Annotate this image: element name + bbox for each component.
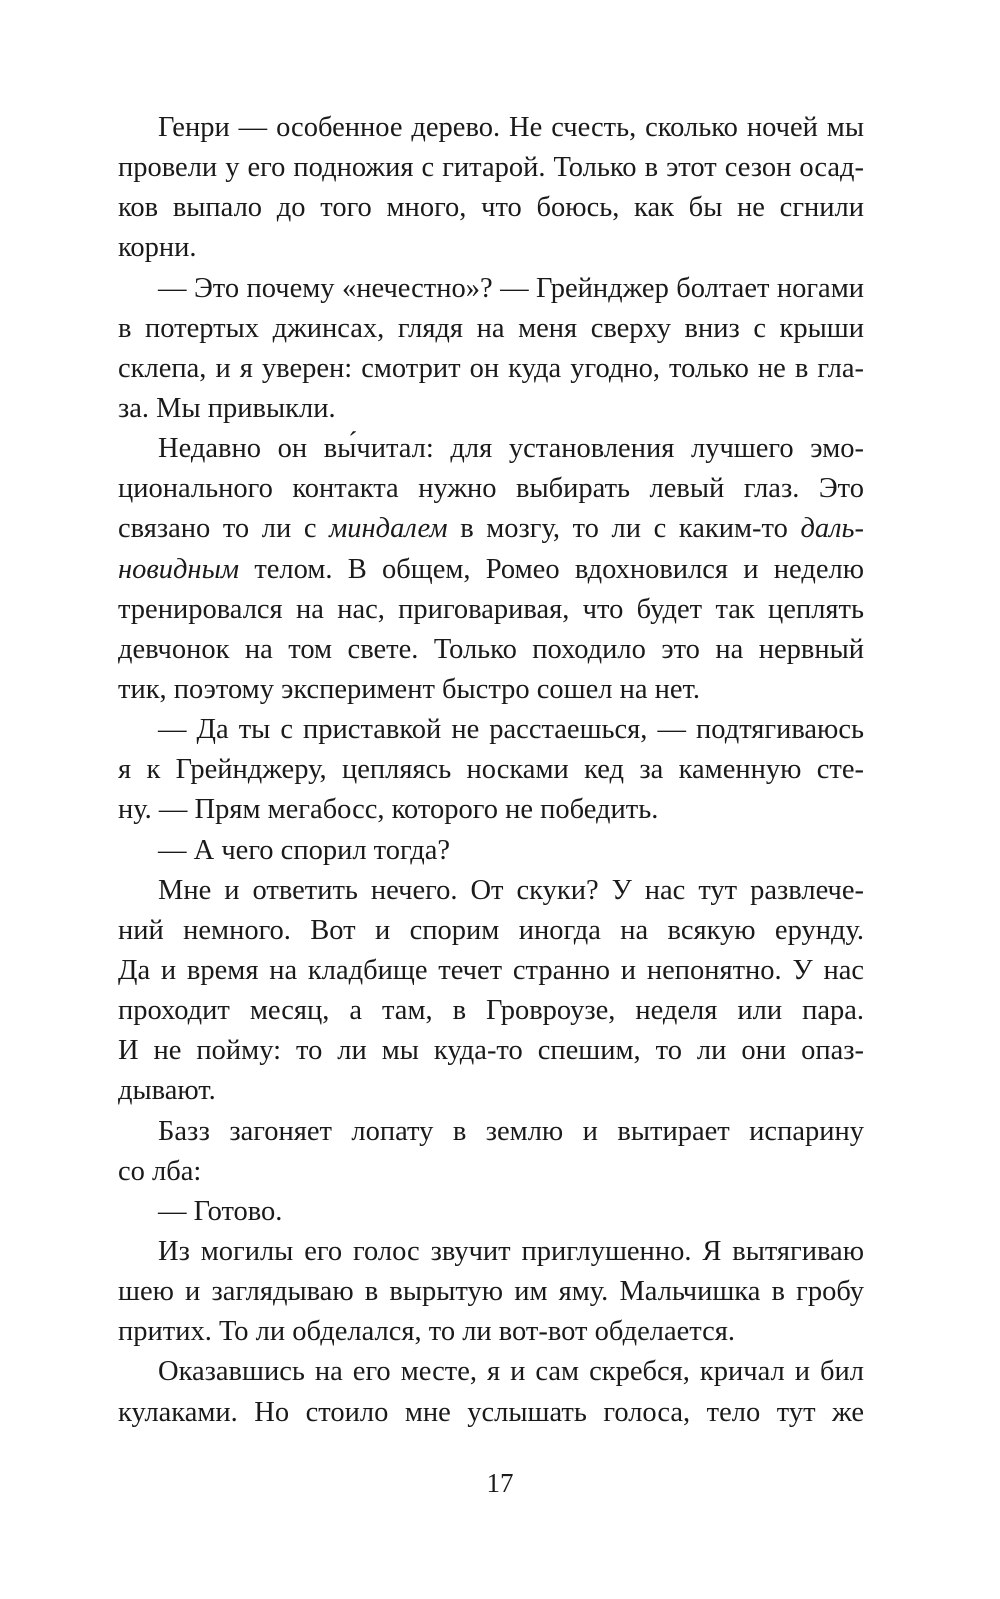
text-line: тик, поэтому эксперимент быстро сошел на нет.	[118, 673, 700, 705]
text-line: дывают.	[118, 1075, 216, 1107]
text-line: со лба:	[118, 1155, 202, 1187]
text-line: ний немного. Вот и спорим иногда на всякую ерунду.	[118, 914, 864, 946]
text-line: в потертых джинсах, глядя на меня сверху вниз с крыши	[118, 312, 864, 344]
text-line: Да и время на кладбище течет странно и непонятно. У нас	[118, 954, 864, 986]
text-line: провели у его подножия с гитарой. Только в этот сезон осад-	[118, 152, 864, 184]
text-line	[118, 550, 864, 590]
text-run: связано то ли с	[118, 513, 330, 545]
text-line: Базз загоняет лопату в землю и вытирает испарину	[158, 1115, 864, 1147]
text-line: — Готово.	[158, 1195, 283, 1227]
text-line: шею и заглядываю в вырытую им яму. Мальчишка в гробу	[118, 1276, 864, 1308]
text-line: Мне и ответить нечего. От скуки? У нас тут развлече-	[158, 874, 864, 906]
text-line: тренировался на нас, приговаривая, что будет так цеплять	[118, 593, 864, 625]
text-line: Из могилы его голос звучит приглушенно. Я вытягиваю	[158, 1235, 864, 1267]
text-line: ну. — Прям мегабосс, которого не победить.	[118, 794, 659, 826]
text-run: телом. В общем, Ромео вдохновился и неделю	[239, 553, 864, 585]
text-line: Недавно он вы́читал: для установления лучшего эмо-	[158, 433, 864, 465]
text-line: кулаками. Но стоило мне услышать голоса, тело тут же	[118, 1396, 864, 1428]
text-line: склепа, и я уверен: смотрит он куда угодно, только не в гла-	[118, 352, 864, 384]
text-line: притих. То ли обделался, то ли вот-вот обделается.	[118, 1316, 735, 1348]
page-body	[118, 108, 864, 1433]
text-line: Генри — особенное дерево. Не счесть, сколько ночей мы	[158, 112, 864, 143]
text-line: девчонок на том свете. Только походило это на нервный	[118, 633, 864, 665]
text-line: я к Грейнджеру, цепляясь носками кед за каменную сте-	[118, 754, 864, 786]
text-line: ков выпало до того много, что боюсь, как бы не сгнили	[118, 192, 864, 224]
text-line: корни.	[118, 232, 197, 264]
text-line: И не пойму: то ли мы куда-то спешим, то ли они опаз-	[118, 1035, 864, 1067]
italic-text: новидным	[118, 553, 240, 585]
italic-text: даль-	[800, 513, 864, 545]
text-line: ционального контакта нужно выбирать левый глаз. Это	[118, 473, 864, 505]
text-line: — Это почему «нечестно»? — Грейнджер болтает ногами	[158, 272, 864, 304]
text-line: за. Мы привыкли.	[118, 392, 336, 424]
text-line: — А чего спорил тогда?	[158, 834, 451, 866]
text-run: в мозгу, то ли с каким-то	[447, 513, 801, 545]
text-line	[118, 509, 864, 549]
italic-text: миндалем	[329, 513, 448, 545]
text-line: проходит месяц, а там, в Гровроузе, неделя или пара.	[118, 995, 864, 1027]
page-number: 17	[486, 1468, 514, 1498]
text-line: Оказавшись на его месте, я и сам скребся, кричал и бил	[158, 1356, 864, 1388]
text-line: — Да ты с приставкой не расстаешься, — подтягиваюсь	[158, 714, 864, 746]
